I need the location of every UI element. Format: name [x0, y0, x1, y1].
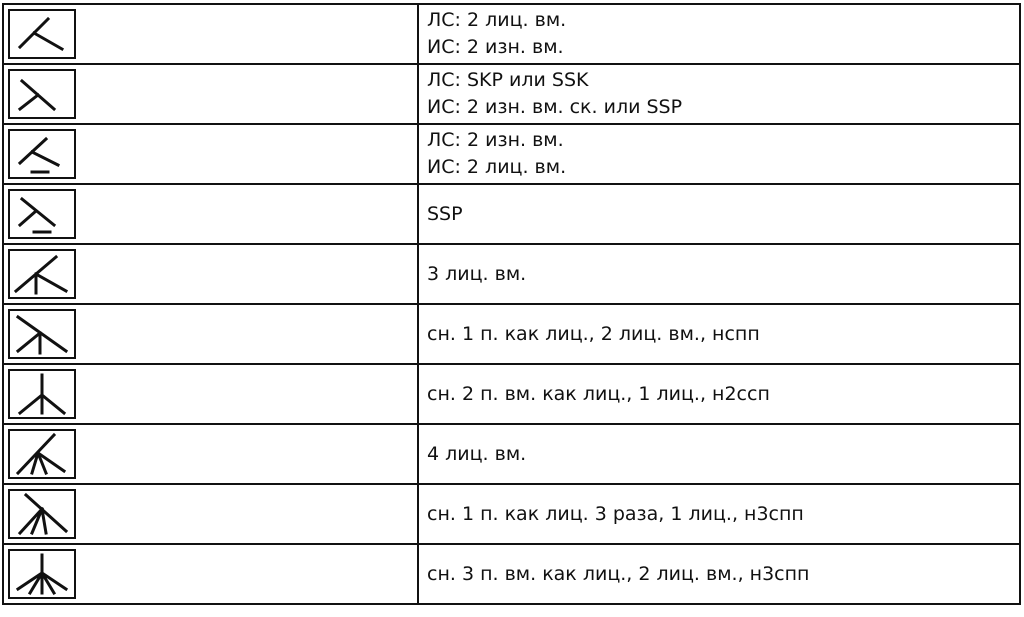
- table-row: [3, 64, 1020, 124]
- description-line: SSP: [427, 202, 463, 225]
- symbol-box: [8, 549, 76, 599]
- ssp-icon: [10, 191, 74, 237]
- description-line: сн. 2 п. вм. как лиц., 1 лиц., н2ссп: [427, 382, 770, 405]
- description-line: 3 лиц. вм.: [427, 262, 527, 285]
- symbol-legend-table: [2, 3, 1021, 605]
- table-row: [3, 424, 1020, 484]
- ssk-icon: [10, 71, 74, 117]
- symbol-box: [8, 189, 76, 239]
- description-line: ИС: 2 лиц. вм.: [427, 156, 567, 178]
- table-row: [3, 304, 1020, 364]
- symbol-box: [8, 9, 76, 59]
- s3k2p-icon: [10, 551, 74, 597]
- symbol-box: [8, 489, 76, 539]
- symbol-box: [8, 429, 76, 479]
- table-row: [3, 124, 1020, 184]
- description-line: ЛС: 2 изн. вм.: [427, 129, 564, 151]
- s2kp-icon: [10, 371, 74, 417]
- table-row: [3, 364, 1020, 424]
- table-row: [3, 484, 1020, 544]
- k2tog-icon: [10, 11, 74, 57]
- sk2p-icon: [10, 311, 74, 357]
- description-line: ИС: 2 изн. вм.: [427, 36, 564, 58]
- symbol-box: [8, 369, 76, 419]
- symbol-box: [8, 69, 76, 119]
- table-row: [3, 244, 1020, 304]
- p2tog-icon: [10, 131, 74, 177]
- symbol-box: [8, 309, 76, 359]
- k3tog-icon: [10, 251, 74, 297]
- table-row: [3, 184, 1020, 244]
- sl3-k1-psso-icon: [10, 491, 74, 537]
- description-line: 4 лиц. вм.: [427, 442, 527, 465]
- description-line: ИС: 2 изн. вм. ск. или SSP: [427, 96, 683, 118]
- table-row: [3, 4, 1020, 64]
- description-line: ЛС: 2 лиц. вм.: [427, 9, 567, 31]
- description-line: ЛС: SKP или SSK: [427, 69, 589, 91]
- description-line: сн. 1 п. как лиц. 3 раза, 1 лиц., н3спп: [427, 502, 804, 525]
- description-line: сн. 1 п. как лиц., 2 лиц. вм., нспп: [427, 322, 760, 345]
- k4tog-icon: [10, 431, 74, 477]
- symbol-box: [8, 249, 76, 299]
- description-line: сн. 3 п. вм. как лиц., 2 лиц. вм., н3спп: [427, 562, 810, 585]
- table-row: [3, 544, 1020, 604]
- symbol-box: [8, 129, 76, 179]
